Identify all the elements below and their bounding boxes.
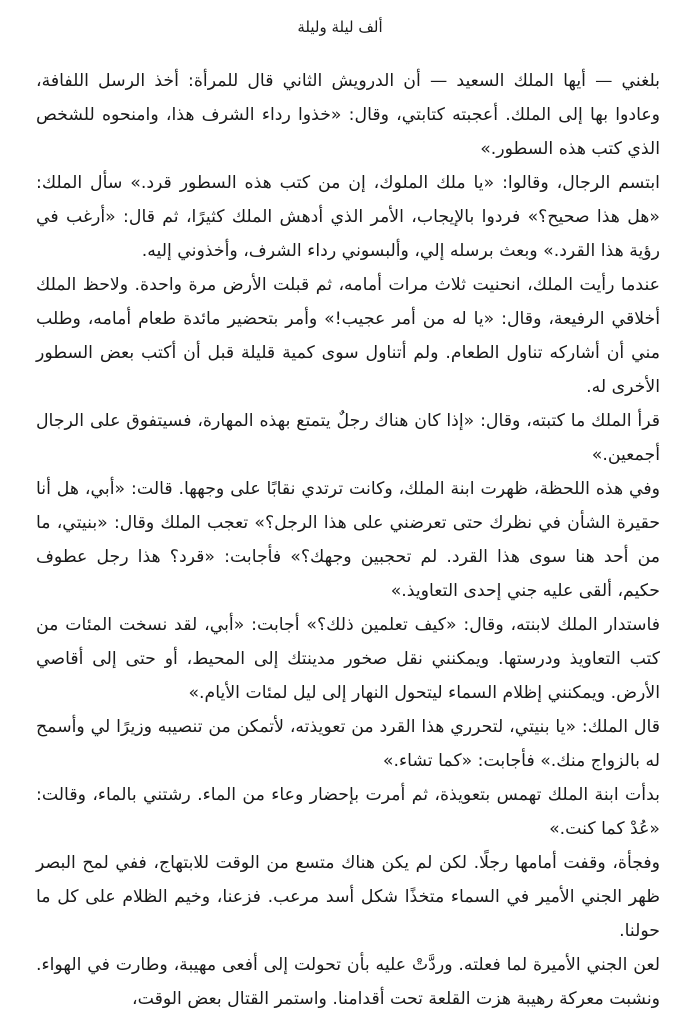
paragraph-6: فاستدار الملك لابنته، وقال: «كيف تعلمين ذلك؟» أجابت: «أبي، لقد نسخت المئات من كتب التعاويذ ودرستها. ويمكنني نقل صخور مدينتك إلى المحيط، أو حتى إلى أقاصي الأرض. ويمكنني إظلام السماء ليتحول النهار إلى ليل لمئات الأيام.»: [36, 615, 660, 703]
paragraph-2: ابتسم الرجال، وقالوا: «يا ملك الملوك، إن من كتب هذه السطور قرد.» سأل الملك: «هل هذا صحيح؟» فردوا بالإيجاب، الأمر الذي أدهش الملك كثيرًا، ثم قال: «أرغب في رؤية هذا القرد.» وبعث برسله إلي، وألبسوني رداء الشرف، وأخذوني إليه.: [36, 173, 660, 261]
paragraph-5: وفي هذه اللحظة، ظهرت ابنة الملك، وكانت ترتدي نقابًا على وجهها. قالت: «أبي، هل أنا حقيرة الشأن في نظرك حتى تعرضني على هذا الرجل؟» تعجب الملك وقال: «بنيتي، ما من أحد هنا سوى هذا القرد. لم تحجبين وجهك؟» فأجابت: «قرد؟ هذا رجل عطوف حكيم، ألقى عليه جني إحدى التعاويذ.»: [36, 479, 660, 601]
paragraph-8: بدأت ابنة الملك تهمس بتعويذة، ثم أمرت بإحضار وعاء من الماء. رشتني بالماء، وقالت: «عُدْ كما كنت.»: [36, 785, 660, 839]
paragraph-3: عندما رأيت الملك، انحنيت ثلاث مرات أمامه، ثم قبلت الأرض مرة واحدة. ولاحظ الملك أخلاقي الرفيعة، وقال: «يا له من أمر عجيب!» وأمر بتحضير مائدة طعام أمامه، وطلب مني أن أشاركه تناول الطعام. ولم أتناول سوى كمية قليلة قبل أن أكتب بعض السطور الأخرى له.: [36, 275, 660, 397]
running-title: ألف ليلة وليلة: [297, 18, 383, 36]
paragraph-4: قرأ الملك ما كتبته، وقال: «إذا كان هناك رجلٌ يتمتع بهذه المهارة، فسيتفوق على الرجال أجمعين.»: [36, 411, 660, 465]
page-text: [36, 64, 660, 1016]
paragraph-7: قال الملك: «يا بنيتي، لتحرري هذا القرد من تعويذته، لأتمكن من تنصيبه وزيرًا لي وأسمح له بالزواج منك.» فأجابت: «كما تشاء.»: [36, 717, 660, 771]
paragraph-10: لعن الجني الأميرة لما فعلته. وردَّتْ عليه بأن تحولت إلى أفعى مهيبة، وطارت في الهواء. ونشبت معركة رهيبة هزت القلعة تحت أقدامنا. واستمر القتال بعض الوقت،: [36, 955, 660, 1009]
paragraph-9: وفجأة، وقفت أمامها رجلًا. لكن لم يكن هناك متسع من الوقت للابتهاج، ففي لمح البصر ظهر الجني الأمير في السماء متخذًا شكل أسد مرعب. فزعنا، وخيم الظلام على كل ما حولنا.: [36, 853, 660, 941]
paragraph-1: بلغني — أيها الملك السعيد — أن الدرويش الثاني قال للمرأة: أخذ الرسل اللفافة، وعادوا بها إلى الملك. أعجبته كتابتي، وقال: «خذوا رداء الشرف هذا، وامنحوه للشخص الذي كتب هذه السطور.»: [36, 71, 660, 159]
